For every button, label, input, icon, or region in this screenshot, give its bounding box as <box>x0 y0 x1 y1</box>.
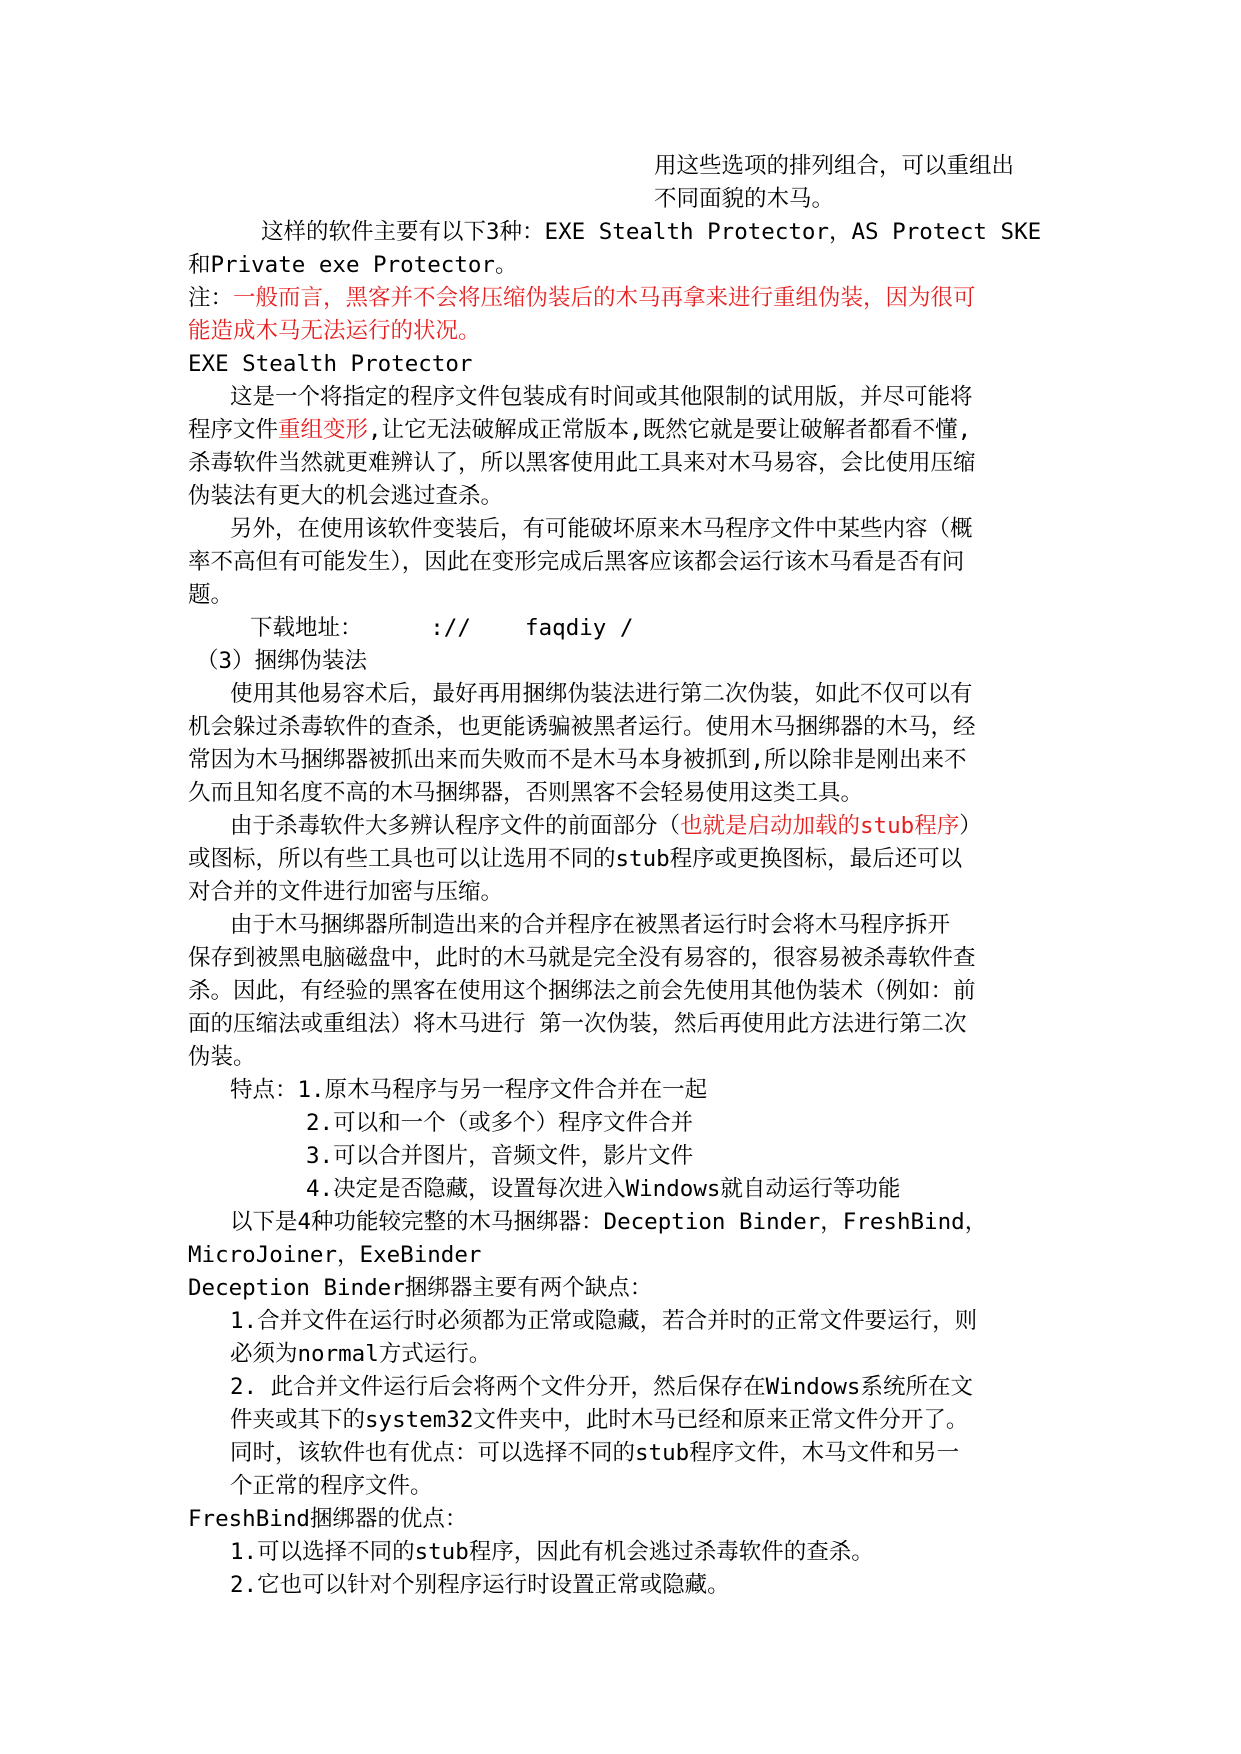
text-span: 面的压缩法或重组法）将木马进行 第一次伪装，然后再使用此方法进行第二次 <box>188 1011 967 1037</box>
highlighted-text: 一般而言，黑客并不会将压缩伪装后的木马再拿来进行重组伪装，因为很可 <box>233 285 976 311</box>
text-span: 不同面貌的木马。 <box>654 186 835 212</box>
text-span: 2. 此合并文件运行后会将两个文件分开，然后保存在Windows系统所在文 <box>230 1374 973 1400</box>
text-line <box>188 315 1058 347</box>
text-line <box>188 480 1058 512</box>
text-line <box>261 216 1131 248</box>
text-line <box>188 1503 1058 1535</box>
text-span: 杀毒软件当然就更难辨认了，所以黑客使用此工具来对木马易容，会比使用压缩 <box>188 450 976 476</box>
text-line <box>188 843 1058 875</box>
text-line <box>230 1074 1100 1106</box>
text-line <box>230 1404 1100 1436</box>
text-line <box>188 579 1058 611</box>
text-span: 4.决定是否隐藏，设置每次进入Windows就自动运行等功能 <box>306 1176 901 1202</box>
text-line <box>188 249 1058 281</box>
text-line <box>230 1305 1100 1337</box>
text-line <box>188 1272 1058 1304</box>
text-span: 特点：1.原木马程序与另一程序文件合并在一起 <box>230 1077 708 1103</box>
text-line <box>188 546 1058 578</box>
text-line <box>188 711 1058 743</box>
text-span: 2.它也可以针对个别程序运行时设置正常或隐藏。 <box>230 1572 730 1598</box>
text-line <box>188 282 1058 314</box>
text-span: 由于杀毒软件大多辨认程序文件的前面部分（ <box>230 813 681 839</box>
text-line <box>230 1371 1100 1403</box>
text-span: 以下是4种功能较完整的木马捆绑器：Deception Binder，FreshBind， <box>230 1209 988 1235</box>
text-span: 1.合并文件在运行时必须都为正常或隐藏，若合并时的正常文件要运行，则 <box>230 1308 978 1334</box>
text-span: 对合并的文件进行加密与压缩。 <box>188 879 504 905</box>
text-line <box>230 678 1100 710</box>
highlighted-text: 重组变形 <box>278 417 369 443</box>
text-span: 杀。因此，有经验的黑客在使用这个捆绑法之前会先使用其他伪装术（例如：前 <box>188 978 976 1004</box>
text-line <box>654 150 1241 182</box>
text-line <box>250 612 1120 644</box>
text-span: 和Private exe Protector。 <box>188 252 518 278</box>
text-line <box>188 1008 1058 1040</box>
text-line <box>306 1173 1176 1205</box>
text-span: （3）捆绑伪装法 <box>196 648 368 674</box>
text-span: 3.可以合并图片，音频文件，影片文件 <box>306 1143 694 1169</box>
text-line <box>188 777 1058 809</box>
text-span: 伪装法有更大的机会逃过查杀。 <box>188 483 504 509</box>
text-span: 件夹或其下的system32文件夹中，此时木马已经和原来正常文件分开了。 <box>230 1407 969 1433</box>
text-line <box>188 348 1058 380</box>
text-span: MicroJoiner，ExeBinder <box>188 1242 482 1268</box>
text-span: 常因为木马捆绑器被抓出来而失败而不是木马本身被抓到,所以除非是刚出来不 <box>188 747 967 773</box>
text-span: 必须为normal方式运行。 <box>230 1341 492 1367</box>
text-line <box>230 1437 1100 1469</box>
text-span: FreshBind捆绑器的优点： <box>188 1506 468 1532</box>
text-line <box>188 1239 1058 1271</box>
text-span: 题。 <box>188 582 234 608</box>
text-span: 程序文件 <box>188 417 279 443</box>
text-span: 这是一个将指定的程序文件包装成有时间或其他限制的试用版，并尽可能将 <box>230 384 973 410</box>
text-line <box>188 975 1058 1007</box>
text-line <box>230 1338 1100 1370</box>
text-span: 机会躲过杀毒软件的查杀，也更能诱骗被黑者运行。使用木马捆绑器的木马，经 <box>188 714 976 740</box>
text-span: 使用其他易容术后，最好再用捆绑伪装法进行第二次伪装，如此不仅可以有 <box>230 681 973 707</box>
text-span: ） <box>959 813 982 839</box>
text-span: 下载地址： :// faqdiy / <box>250 615 634 641</box>
text-line <box>188 447 1058 479</box>
text-span: 伪装。 <box>188 1044 256 1070</box>
text-span: 另外，在使用该软件变装后，有可能破坏原来木马程序文件中某些内容（概 <box>230 516 973 542</box>
text-span: 保存到被黑电脑磁盘中，此时的木马就是完全没有易容的，很容易被杀毒软件查 <box>188 945 976 971</box>
text-span: 2.可以和一个（或多个）程序文件合并 <box>306 1110 694 1136</box>
text-span: Deception Binder捆绑器主要有两个缺点： <box>188 1275 653 1301</box>
text-line <box>230 909 1100 941</box>
text-line <box>230 513 1100 545</box>
text-line <box>230 810 1100 842</box>
text-line <box>188 744 1058 776</box>
text-span: 同时，该软件也有优点：可以选择不同的stub程序文件，木马文件和另一 <box>230 1440 960 1466</box>
text-line <box>230 381 1100 413</box>
text-line <box>230 1569 1100 1601</box>
text-line <box>306 1107 1176 1139</box>
text-line <box>188 1041 1058 1073</box>
text-span: 注： <box>188 285 234 311</box>
highlighted-text: 也就是启动加载的stub程序 <box>680 813 960 839</box>
text-line <box>230 1536 1100 1568</box>
highlighted-text: 能造成木马无法运行的状况。 <box>188 318 481 344</box>
text-span: 这样的软件主要有以下3种：EXE Stealth Protector，AS Protect SKE <box>261 219 1042 245</box>
text-line <box>230 1206 1100 1238</box>
text-span: 个正常的程序文件。 <box>230 1473 433 1499</box>
text-line <box>654 183 1241 215</box>
text-span: 1.可以选择不同的stub程序，因此有机会逃过杀毒软件的查杀。 <box>230 1539 874 1565</box>
text-line <box>188 876 1058 908</box>
text-line <box>188 942 1058 974</box>
text-span: 用这些选项的排列组合，可以重组出 <box>654 153 1015 179</box>
text-line <box>188 414 1058 446</box>
text-span: 由于木马捆绑器所制造出来的合并程序在被黑者运行时会将木马程序拆开 <box>230 912 951 938</box>
text-span: ,让它无法破解成正常版本,既然它就是要让破解者都看不懂, <box>368 417 972 443</box>
text-span: 或图标，所以有些工具也可以让选用不同的stub程序或更换图标，最后还可以 <box>188 846 963 872</box>
text-line <box>230 1470 1100 1502</box>
text-span: 久而且知名度不高的木马捆绑器，否则黑客不会轻易使用这类工具。 <box>188 780 864 806</box>
text-line <box>196 645 1066 677</box>
text-span: 率不高但有可能发生），因此在变形完成后黑客应该都会运行该木马看是否有问 <box>188 549 965 575</box>
text-span: EXE Stealth Protector <box>188 351 473 377</box>
text-line <box>306 1140 1176 1172</box>
